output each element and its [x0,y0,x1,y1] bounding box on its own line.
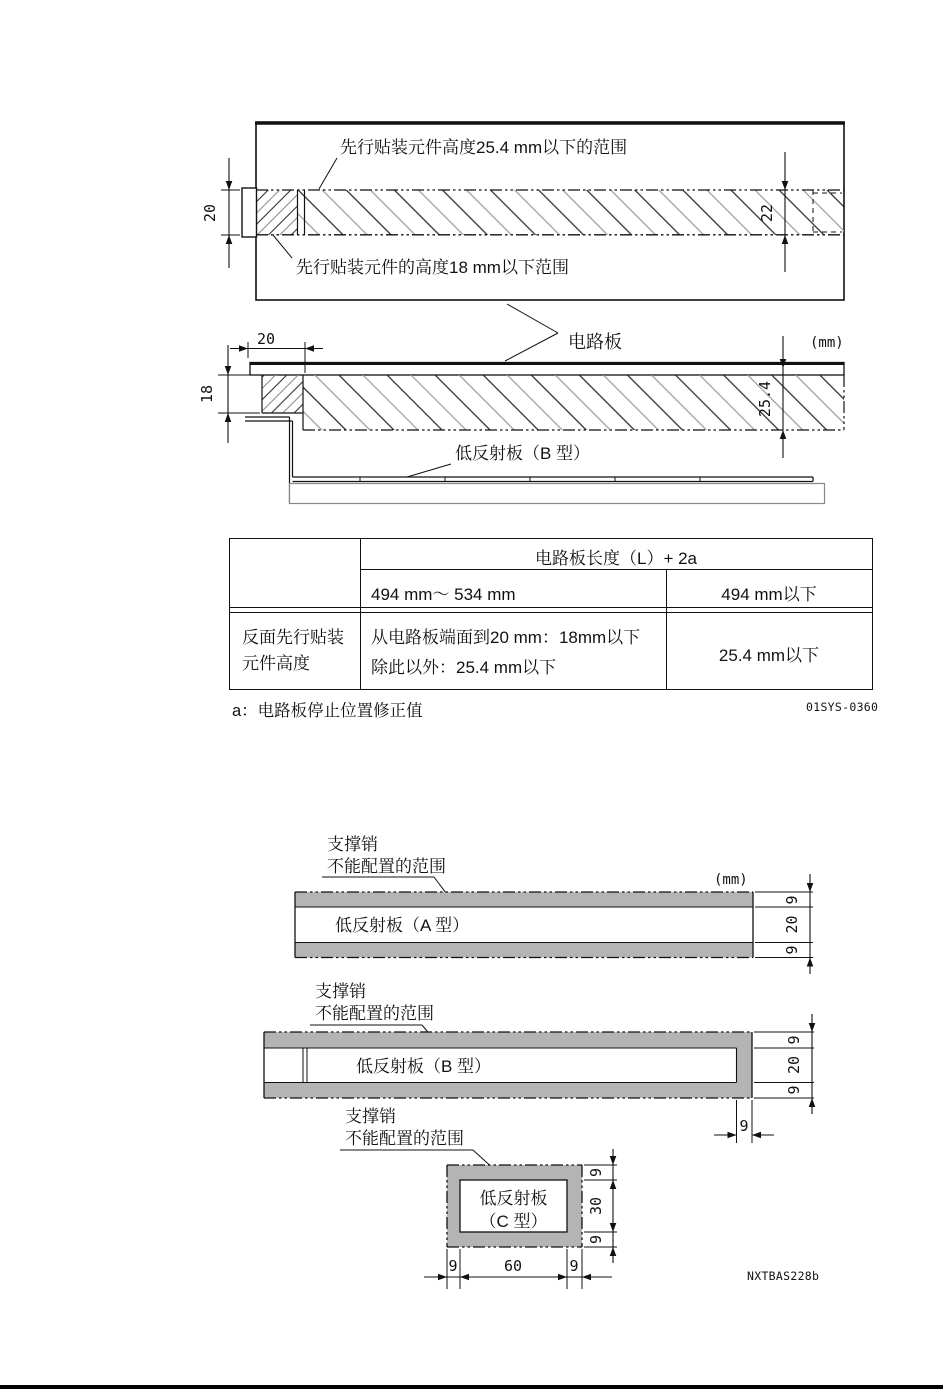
table-footnote: a：电路板停止位置修正值 [232,702,423,720]
plate-c-body [447,1165,582,1247]
pin-note-b-line2: 不能配置的范围 [315,1004,434,1023]
dim-18-label: 18 [198,384,216,404]
table-cell-main [371,623,640,683]
support-pin-note-a [322,835,452,901]
plate-b-edge-dimension [714,1100,774,1143]
plate-b-dimensions [754,1014,815,1114]
table-cell-main-line2: 除此以外：25.4 mm以下 [371,658,557,677]
unit-label-side: (mm) [810,335,844,351]
support-pin-note-c [340,1107,496,1171]
plate-a-label: 低反射板（A 型） [335,916,470,935]
unit-label-plates: (mm) [714,872,748,888]
plate-b-body [264,1032,752,1098]
plate-c-bottom-dim-mid: 60 [503,1257,523,1275]
plate-c-label-line1: 低反射板 [479,1189,548,1208]
figure-code-bottom: NXTBAS228b [747,1269,820,1283]
table-header-rule [360,569,872,570]
table-row-label-line1: 反面先行贴装 [242,628,344,647]
plate-a-dim-top: 9 [783,895,801,905]
plate-c-side-dimensions [584,1149,617,1263]
table-cell-right: 25.4 mm以下 [718,646,820,665]
pin-note-c-line1: 支撑销 [345,1107,396,1126]
plate-c-side-dim-bottom: 9 [587,1234,605,1245]
table-double-rule-1 [230,607,872,608]
plate-c-bottom-dim-left: 9 [448,1257,458,1275]
pin-note-a-line2: 不能配置的范围 [327,857,446,876]
hatched-height-zone [242,188,844,237]
plate-a-diagram [295,835,813,974]
plate-b-dim-top: 9 [785,1035,803,1045]
plate-b-side-label: 低反射板（B 型） [455,444,591,463]
plate-b-edge-dim-label: 9 [739,1117,749,1135]
top-view-diagram [201,122,845,300]
pin-note-a-line1: 支撑销 [327,835,378,854]
table-cell-main-line1: 从电路板端面到20 mm：18mm以下 [371,628,641,647]
lower-zone-label: 先行贴装元件的高度18 mm以下范围 [296,258,569,277]
table-span-header: 电路板长度（L）+ 2a [534,549,697,568]
table-col1-header: 494 mm～ 534 mm [371,585,516,604]
table-row-label-line2: 元件高度 [242,654,310,673]
pin-note-b-line1: 支撑销 [315,982,366,1001]
side-view-diagram [198,304,844,504]
plate-c-side-dim-mid: 30 [587,1196,605,1216]
dimension-18-left [198,345,260,443]
plate-b-label: 低反射板（B 型） [356,1057,492,1076]
upper-zone-label: 先行贴装元件高度25.4 mm以下的范围 [340,138,628,157]
dim-22-label: 22 [758,203,776,223]
table-double-rule-2 [230,612,872,613]
plate-a-dim-mid: 20 [783,915,801,934]
dimension-20-left [201,158,240,268]
plate-a-body [295,892,753,958]
figure-code-top: 01SYS-0360 [806,700,879,714]
plate-a-dim-bottom: 9 [783,945,801,955]
board-bar [250,363,844,376]
plate-a-dimensions [755,874,813,974]
dim-20-left-label: 20 [201,203,219,223]
plate-c-diagram [340,1107,617,1289]
plate-c-label-line2: （C 型） [479,1212,548,1231]
plate-b-dim-mid: 20 [785,1055,803,1075]
table-row-label [242,625,344,677]
board-leader [505,304,844,361]
dim-25-4-label: 25.4 [756,380,774,418]
board-label: 电路板 [568,332,622,352]
table-col2-header: 494 mm以下 [721,585,817,604]
plate-c-side-dim-top: 9 [587,1167,605,1178]
plate-callout [407,444,590,477]
pin-note-c-line2: 不能配置的范围 [345,1129,464,1148]
page-bottom-rule [0,1385,943,1389]
plate-c-bottom-dimensions [424,1249,612,1289]
plate-b-dim-bottom: 9 [785,1085,803,1095]
dim-20-top-label: 20 [256,330,276,348]
spec-table [229,538,873,690]
plate-c-bottom-dim-right: 9 [569,1257,579,1275]
